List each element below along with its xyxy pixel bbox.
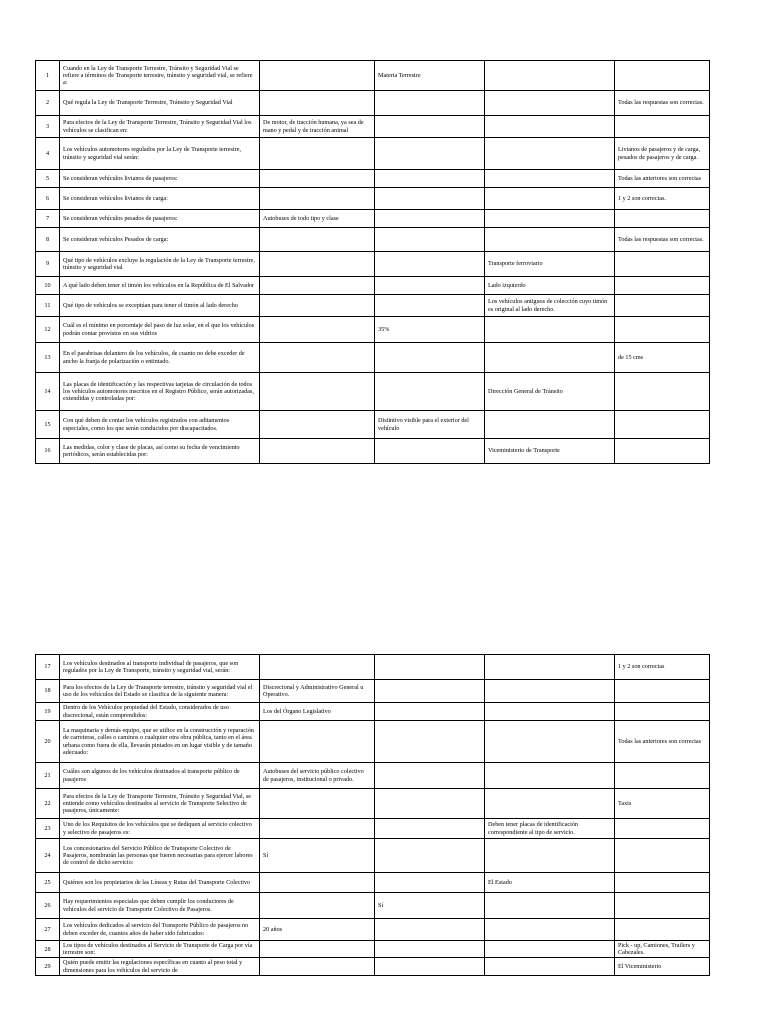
answer-cell: [260, 91, 375, 116]
question-number: 6: [36, 188, 60, 210]
answer-cell: [615, 819, 710, 839]
question-number: 19: [36, 703, 60, 721]
answer-cell: [260, 958, 375, 975]
table-row: [36, 893, 710, 919]
question-text: La maquinaria y demás equipo, que se utilice en la construcción y reparación de carreteras, calles o caminos o cualquier otra obra pública, tanto en el área urbana como fuera de ella, llevarán pintados en un lugar visible y de tamaño adecuado:: [60, 721, 260, 763]
answer-cell: [615, 703, 710, 721]
answer-cell: 20 años: [260, 919, 375, 941]
table-row: [36, 789, 710, 819]
answer-cell: Lado izquierdo: [485, 277, 615, 295]
question-text: Para efectos de la Ley de Transporte Terrestre, Tránsito y Seguridad Vial los vehículos se clasifican en:: [60, 116, 260, 138]
answer-cell: [375, 343, 485, 373]
answer-cell: [375, 439, 485, 464]
answer-cell: [375, 228, 485, 252]
question-number: 9: [36, 252, 60, 277]
answer-cell: Materia Terrestre: [375, 61, 485, 91]
question-number: 12: [36, 317, 60, 343]
question-number: 7: [36, 210, 60, 228]
answer-cell: [375, 210, 485, 228]
question-text: Qué tipo de vehículos se exceptúan para tener el timón al lado derecho: [60, 295, 260, 317]
question-text: Los concesionarios del Servicio Público de Transporte Colectivo de Pasajeros, nombrarán las personas que fueren necesarias para ejercer labores de control de dicho servicio:: [60, 839, 260, 873]
table-row: [36, 188, 710, 210]
answer-cell: [260, 655, 375, 680]
answer-cell: Livianos de pasajeros y de carga, pesados de pasajeros y de carga.: [615, 138, 710, 170]
answer-cell: [485, 763, 615, 789]
table-row: [36, 703, 710, 721]
answer-cell: De motor, de tracción humana, ya sea de mano y pedal y de tracción animal: [260, 116, 375, 138]
answer-cell: [260, 317, 375, 343]
question-number: 5: [36, 170, 60, 188]
answer-cell: Transporte ferroviario: [485, 252, 615, 277]
table-row: [36, 170, 710, 188]
answer-cell: Distintivo visible para el exterior del vehículo: [375, 411, 485, 439]
answer-cell: [375, 839, 485, 873]
answer-cell: [485, 941, 615, 958]
question-text: Los vehículos destinados al transporte individual de pasajeros, que son regulados por la Ley de Transporte, tránsito y seguridad vial, serán:: [60, 655, 260, 680]
question-text: Se consideran vehículos livianos de carga:: [60, 188, 260, 210]
answer-cell: [375, 873, 485, 893]
answer-cell: [375, 680, 485, 703]
answer-cell: [260, 61, 375, 91]
answer-cell: [485, 228, 615, 252]
answer-cell: Todas las anteriores son correctas: [615, 170, 710, 188]
answer-cell: [260, 252, 375, 277]
answer-cell: [485, 919, 615, 941]
question-number: 18: [36, 680, 60, 703]
answer-cell: Taxis: [615, 789, 710, 819]
table-row: [36, 958, 710, 975]
table-row: [36, 680, 710, 703]
table-row: [36, 373, 710, 411]
answer-cell: [485, 343, 615, 373]
question-text: A qué lado deben tener el timón los vehículos en la República de El Salvador: [60, 277, 260, 295]
question-text: Quiénes son los propietarios de las Líneas y Rutas del Transporte Colectivo: [60, 873, 260, 893]
answer-cell: Los del Órgano Legislativo: [260, 703, 375, 721]
answer-cell: [615, 295, 710, 317]
answer-cell: [260, 188, 375, 210]
question-number: 1: [36, 61, 60, 91]
table-row: [36, 210, 710, 228]
answer-cell: [485, 138, 615, 170]
answer-cell: [485, 210, 615, 228]
answer-cell: [375, 655, 485, 680]
question-number: 22: [36, 789, 60, 819]
question-number: 8: [36, 228, 60, 252]
answer-cell: [260, 873, 375, 893]
table-row: [36, 295, 710, 317]
answer-cell: [615, 252, 710, 277]
table-row: [36, 91, 710, 116]
answer-cell: Los vehículos antiguos de colección cuyo timón es original al lado derecho.: [485, 295, 615, 317]
answer-cell: [260, 138, 375, 170]
answer-cell: [615, 919, 710, 941]
answer-cell: [485, 91, 615, 116]
answer-cell: [485, 317, 615, 343]
question-text: Qué regula la Ley de Transporte Terrestre, Tránsito y Seguridad Vial: [60, 91, 260, 116]
answer-cell: [260, 941, 375, 958]
answer-cell: [485, 721, 615, 763]
table-row: [36, 839, 710, 873]
answer-cell: Todas las respuestas son correctas.: [615, 228, 710, 252]
question-text: Cuáles son algunos de los vehículos destinados al transporte público de pasajeros: [60, 763, 260, 789]
answer-cell: [375, 188, 485, 210]
answer-cell: Sí: [375, 893, 485, 919]
answer-cell: Sí: [260, 839, 375, 873]
table-row: [36, 655, 710, 680]
answer-cell: [260, 819, 375, 839]
table-row: [36, 721, 710, 763]
question-number: 20: [36, 721, 60, 763]
table-row: [36, 873, 710, 893]
answer-cell: [375, 919, 485, 941]
answer-cell: [260, 170, 375, 188]
answer-cell: [485, 789, 615, 819]
answer-cell: [485, 411, 615, 439]
question-number: 13: [36, 343, 60, 373]
answer-cell: [485, 958, 615, 975]
answer-cell: [485, 655, 615, 680]
answer-cell: [375, 277, 485, 295]
answer-cell: [615, 893, 710, 919]
table-row: [36, 941, 710, 958]
table-row: [36, 252, 710, 277]
question-number: 15: [36, 411, 60, 439]
answer-cell: [615, 411, 710, 439]
question-text: Los tipos de vehículos destinados al Servicio de Transporte de Carga por vía terrestre son:: [60, 941, 260, 958]
answer-cell: [375, 819, 485, 839]
question-text: En el parabrisas delantero de los vehículos, de cuanto no debe exceder de ancho la franja de polarización o entintado.: [60, 343, 260, 373]
answer-cell: [485, 116, 615, 138]
answer-cell: [375, 941, 485, 958]
table-row: [36, 439, 710, 464]
answer-cell: Dirección General de Tránsito: [485, 373, 615, 411]
answer-cell: [615, 373, 710, 411]
answer-cell: [375, 138, 485, 170]
question-number: 10: [36, 277, 60, 295]
answer-cell: [260, 343, 375, 373]
question-text: Cuando en la Ley de Transporte Terrestre, Tránsito y Seguridad Vial se refiere a términos de Transporte terrestre, tránsito y seguridad vial, se refiere a:: [60, 61, 260, 91]
table-row: [36, 343, 710, 373]
answer-cell: Deben tener placas de identificación correspondiente al tipo de servicio.: [485, 819, 615, 839]
answer-cell: [375, 252, 485, 277]
question-number: 23: [36, 819, 60, 839]
question-text: Para los efectos de la Ley de Transporte terrestre, tránsito y seguridad vial el uso de los vehículos del Estado se clasifica de la siguiente manera:: [60, 680, 260, 703]
answer-cell: Todas las anteriores son correctas: [615, 721, 710, 763]
question-number: 11: [36, 295, 60, 317]
question-text: Las placas de identificación y las respectivas tarjetas de circulación de todos los vehículos automotores inscritos en el Registro Público, serán autorizadas, extendidas y controladas por:: [60, 373, 260, 411]
answer-cell: [615, 116, 710, 138]
question-number: 24: [36, 839, 60, 873]
answer-cell: [615, 873, 710, 893]
answer-cell: [375, 116, 485, 138]
question-number: 3: [36, 116, 60, 138]
answer-cell: [260, 411, 375, 439]
answer-cell: [615, 210, 710, 228]
question-number: 2: [36, 91, 60, 116]
table-row: [36, 411, 710, 439]
question-text: Quién puede emitir las regulaciones específicas en cuanto al peso total y dimensiones para los vehículos del servicio de: [60, 958, 260, 975]
question-text: Qué tipo de vehículos excluye la regulación de la Ley de Transporte terrestre, tránsito y seguridad vial: [60, 252, 260, 277]
answer-cell: [375, 373, 485, 411]
answer-cell: [485, 170, 615, 188]
table-row: [36, 763, 710, 789]
question-number: 25: [36, 873, 60, 893]
question-number: 28: [36, 941, 60, 958]
answer-cell: [375, 91, 485, 116]
answer-cell: [375, 721, 485, 763]
answer-cell: [375, 958, 485, 975]
answer-cell: [375, 170, 485, 188]
answer-cell: [485, 680, 615, 703]
table-row: [36, 819, 710, 839]
question-text: Hay requerimientos especiales que deben cumplir los conductores de vehículos del servicio de Transporte Colectivo de Pasajeros.: [60, 893, 260, 919]
answer-cell: [485, 893, 615, 919]
answer-cell: [375, 789, 485, 819]
answer-cell: 35%: [375, 317, 485, 343]
answer-cell: [260, 789, 375, 819]
question-text: Se consideran vehículos livianos de pasajeros:: [60, 170, 260, 188]
answer-cell: [615, 680, 710, 703]
questions-table-1: [35, 60, 710, 464]
answer-cell: [375, 295, 485, 317]
answer-cell: [260, 295, 375, 317]
answer-cell: [615, 763, 710, 789]
questions-table-2: [35, 654, 710, 976]
table-row: [36, 228, 710, 252]
answer-cell: [615, 317, 710, 343]
question-number: 21: [36, 763, 60, 789]
question-number: 14: [36, 373, 60, 411]
answer-cell: [615, 439, 710, 464]
question-number: 4: [36, 138, 60, 170]
table-row: [36, 138, 710, 170]
answer-cell: El Estado: [485, 873, 615, 893]
question-text: Uno de los Requisitos de los vehículos que se dediquen al servicio colectivo y selectivo de pasajeros es:: [60, 819, 260, 839]
answer-cell: [260, 228, 375, 252]
answer-cell: [375, 703, 485, 721]
answer-cell: 1 y 2 son correctas.: [615, 188, 710, 210]
table-row: [36, 919, 710, 941]
answer-cell: Todas las respuestas son correctas.: [615, 91, 710, 116]
question-text: Se consideran vehículos pesados de pasajeros:: [60, 210, 260, 228]
answer-cell: Pick - up, Camiones, Trailers y Cabezales.: [615, 941, 710, 958]
answer-cell: [485, 703, 615, 721]
table-row: [36, 61, 710, 91]
question-number: 27: [36, 919, 60, 941]
answer-cell: [485, 61, 615, 91]
question-number: 26: [36, 893, 60, 919]
question-text: Los vehículos automotores regulados por la Ley de Transporte terrestre, tránsito y seguridad vial serán:: [60, 138, 260, 170]
answer-cell: El Viceministerio: [615, 958, 710, 975]
answer-cell: [260, 721, 375, 763]
answer-cell: Autobuses del servicio público colectivo de pasajeros, institucional o privado.: [260, 763, 375, 789]
question-text: Las medidas, color y clase de placas, así como su fecha de vencimiento periódicos, serán establecidas por:: [60, 439, 260, 464]
answer-cell: Discrecional y Administrativo General u Operativo.: [260, 680, 375, 703]
answer-cell: [485, 839, 615, 873]
question-number: 16: [36, 439, 60, 464]
question-text: Se consideran vehículos Pesados de carga:: [60, 228, 260, 252]
question-text: Para efectos de la Ley de Transporte Terrestre, Tránsito y Seguridad Vial, se entiende como vehículos destinados al servicio de Transporte Selectivo de pasajeros, únicamente:: [60, 789, 260, 819]
question-text: Los vehículos dedicados al servicio del Transporte Público de pasajeros no deben exceder de, cuantos años de haber sido fabricados:: [60, 919, 260, 941]
table-row: [36, 277, 710, 295]
answer-cell: [375, 763, 485, 789]
table-row: [36, 116, 710, 138]
table-row: [36, 317, 710, 343]
question-text: Con qué deben de contar los vehículos registrados con aditamentos especiales, como los que serán conducidos por discapacitados.: [60, 411, 260, 439]
answer-cell: [615, 277, 710, 295]
answer-cell: [260, 893, 375, 919]
answer-cell: [260, 373, 375, 411]
question-text: Cuál es el mínimo en porcentaje del paso de luz solar, en el que los vehículos podrán contar provistos en sus vidrios: [60, 317, 260, 343]
answer-cell: 1 y 2 son correctas: [615, 655, 710, 680]
answer-cell: [485, 188, 615, 210]
question-number: 29: [36, 958, 60, 975]
answer-cell: [260, 277, 375, 295]
answer-cell: [260, 439, 375, 464]
answer-cell: Viceministerio de Transporte: [485, 439, 615, 464]
answer-cell: [615, 61, 710, 91]
question-text: Dentro de los Vehículos propiedad del Estado, considerados de uso discrecional, están comprendidos:: [60, 703, 260, 721]
answer-cell: Autobuses de todo tipo y clase: [260, 210, 375, 228]
question-number: 17: [36, 655, 60, 680]
answer-cell: [615, 839, 710, 873]
answer-cell: de 15 cms: [615, 343, 710, 373]
